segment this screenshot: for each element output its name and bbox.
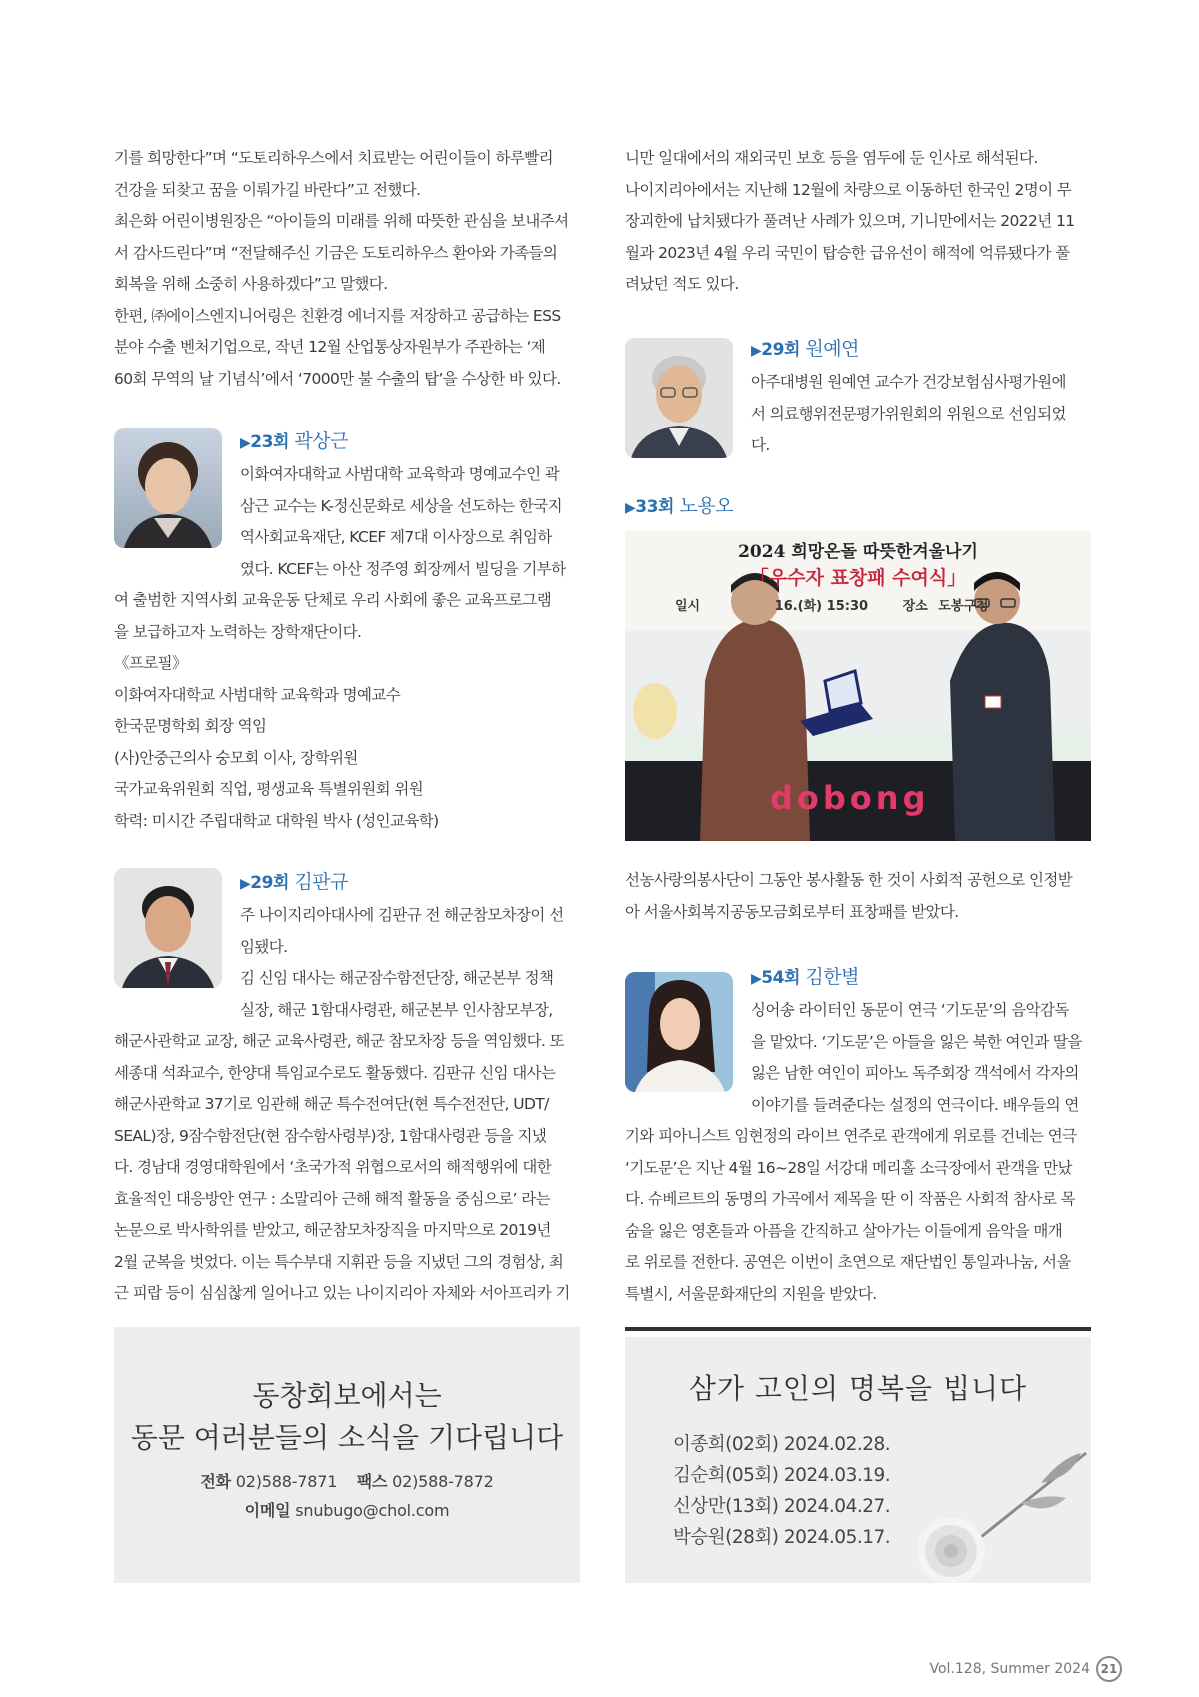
triangle-icon: ▶ [751,971,762,987]
memorial-item: 박승원(28회) 2024.05.17. [673,1527,891,1548]
text-line: ‘기도문’은 지난 4월 16~28일 서강대 메리홀 소극장에서 관객을 만났 [625,1158,1072,1177]
text-line: 서 감사드린다”며 “전달해주신 기금은 도토리하우스 환아와 가족들의 [114,243,558,262]
banner-venue: 도봉구청 [938,599,989,614]
triangle-icon: ▶ [751,343,762,359]
text-line: 이야기를 들려준다는 설정의 연극이다. 배우들의 연 [751,1095,1079,1114]
text-line: 아주대병원 원예연 교수가 건강보험심사평가원에 [751,373,1066,391]
text-line: 싱어송 라이터인 동문이 연극 ‘기도문’의 음악감독 [751,1001,1069,1019]
text-line: 아 서울사회복지공동모금회로부터 표창패를 받았다. [625,902,959,921]
email-address: snubugo@chol.com [295,1501,450,1520]
text-line: 임됐다. [240,937,288,956]
notice-box [114,1327,580,1583]
noh-section [625,865,1091,928]
text-line: 세종대 석좌교수, 한양대 특임교수로도 활동했다. 김판규 신임 대사는 [114,1063,556,1082]
text-line: 건강을 되찾고 꿈을 이뤄가길 바란다”고 전했다. [114,180,421,199]
text-line: 다. 슈베르트의 동명의 가곡에서 제목을 딴 이 작품은 사회적 참사로 목 [625,1190,1076,1208]
triangle-icon: ▶ [240,435,251,451]
banner-line3 [675,595,988,614]
text-line: 기와 피아니스트 임현정의 라이브 연주로 관객에게 위로를 건네는 연극 [625,1127,1077,1145]
text-line: 로 위로를 전한다. 공연은 이번이 초연으로 재단법인 통일과나눔, 서울 [625,1253,1071,1271]
won-section [625,333,1091,462]
notice-contact-phone-fax [114,1467,580,1496]
text-line: 분야 수출 벤처기업으로, 작년 12월 산업통상자원부가 주관하는 ‘제 [114,338,546,356]
page-number: 21 [1096,1656,1122,1682]
text-line: SEAL)장, 9잠수함전단(현 잠수함사령부)장, 1함대사령관 등을 지냈 [114,1126,547,1145]
text-line: 였다. KCEF는 아산 정주영 회장께서 빌딩을 기부하 [240,559,566,578]
issue-label: Vol.128, Summer 2024 [929,1661,1090,1677]
fax-number: 02)588-7872 [392,1472,494,1491]
kim-hanbyul-section [625,961,1091,1310]
text-line: 여 출범한 지역사회 교육운동 단체로 우리 사회에 좋은 교육프로그램 [114,591,552,609]
text-line: 60회 무역의 날 기념식’에서 ‘7000만 불 수출의 탑’을 수상한 바 있다. [114,369,561,388]
text-line: 회복을 위해 소중히 사용하겠다”고 말했다. [114,275,388,293]
text-line: 기를 희망한다”며 “도토리하우스에서 치료받는 어린이들이 하루빨리 [114,149,553,167]
notice-title-line2: 동문 여러분들의 소식을 기다립니다 [130,1421,564,1454]
text-line: 서 의료행위전문평가위원회의 위원으로 선임되었 [751,404,1066,423]
text-line: 한편, ㈜에이스엔지니어링은 친환경 에너지를 저장하고 공급하는 ESS [114,306,561,325]
triangle-icon: ▶ [240,876,251,892]
noh-heading: ▶33회 노용오 [625,495,733,517]
banner-line1: 2024 희망온돌 따뜻한겨울나기 [738,542,978,562]
text-line: 장괴한에 납치됐다가 풀려난 사례가 있으며, 기니만에서는 2022년 11 [625,212,1075,230]
text-line: 을 맡았다. ‘기도문’은 아들을 잃은 북한 여인과 딸을 [751,1032,1082,1051]
phone-label: 전화 [200,1472,231,1491]
text-line: 논문으로 박사학위를 받았고, 해군참모차장직을 마지막으로 2019년 [114,1221,551,1239]
text-line: 이화여자대학교 사범대학 교육학과 명예교수 [114,685,401,704]
text-line: 니만 일대에서의 재외국민 보호 등을 염두에 둔 인사로 해석된다. [625,149,1038,167]
email-label: 이메일 [244,1501,291,1520]
kim-hanbyul-heading: ▶54회 김한별 [751,966,859,988]
continued-text [625,143,1091,301]
text-line: 나이지리아에서는 지난해 12월에 차량으로 이동하던 한국인 2명이 무 [625,180,1072,199]
kim-pangyu-heading: ▶29회 김판규 [240,871,348,893]
banner-venue-label: 장소 [902,599,928,614]
intro-text [114,143,580,395]
text-line: 숨을 잃은 영혼들과 아픔을 간직하고 살아가는 이들에게 음악을 매개 [625,1221,1063,1240]
notice-title-line1: 동창회보에서는 [252,1379,442,1412]
right-column [625,143,1091,301]
text-line: 한국문명학회 회장 역임 [114,717,267,735]
memorial-item: 김순희(05회) 2024.03.19. [673,1465,891,1486]
left-column [114,143,580,395]
text-line: 최은화 어린이병원장은 “아이들의 미래를 위해 따뜻한 관심을 보내주셔 [114,212,569,230]
kwak-section [114,425,580,837]
text-line: 주 나이지리아대사에 김판규 전 해군참모차장이 선 [240,906,564,924]
text-line: (사)안중근의사 숭모회 이사, 장학위원 [114,748,358,767]
memorial-title: 삼가 고인의 명복을 빕니다 [688,1372,1028,1405]
text-line: 2월 군복을 벗었다. 이는 특수부대 지휘관 등을 지냈던 그의 경험상, 최 [114,1252,564,1271]
text-line: 다. 경남대 경영대학원에서 ‘초국가적 위협으로서의 해적행위에 대한 [114,1158,552,1176]
text-line: 삼근 교수는 K-정신문화로 세상을 선도하는 한국지 [240,496,563,515]
page-footer [929,1656,1122,1682]
kwak-heading: ▶23회 곽상근 [240,430,348,452]
text-line: 려났던 적도 있다. [625,275,739,293]
text-line: 김 신임 대사는 해군잠수함전단장, 해군본부 정책 [240,969,554,987]
text-line: 국가교육위원회 직업, 평생교육 특별위원회 위원 [114,780,424,798]
memorial-item: 이종희(02회) 2024.02.28. [673,1434,891,1455]
text-line: 역사회교육재단, KCEF 제7대 이사장으로 취임하 [240,528,552,546]
noh-heading-wrap [625,490,1091,524]
text-line: 실장, 해군 1함대사령관, 해군본부 인사참모부장, [240,1000,553,1019]
banner-line2: 「우수자 표창패 수여식」 [749,567,967,589]
text-line: 다. [751,436,770,454]
banner-date: 16.(화) 15:30 [774,599,869,614]
memorial-item: 신상만(13회) 2024.04.27. [673,1496,891,1517]
text-line: 해군사관학교 37기로 임관해 해군 특수전여단(현 특수전전단, UDT/ [114,1095,549,1113]
kim-pangyu-section [114,866,580,1310]
banner-date-label: 일시 [675,599,701,614]
text-line: 잃은 남한 여인이 피아노 독주회장 객석에서 각자의 [751,1064,1079,1082]
text-line: 효율적인 대응방안 연구 : 소말리아 근해 해적 활동을 중심으로’ 라는 [114,1189,550,1208]
triangle-icon: ▶ [625,500,636,516]
notice-contact-email [114,1496,580,1525]
memorial-top-rule [625,1327,1091,1331]
text-line: 특별시, 서울문화재단의 지원을 받았다. [625,1284,877,1303]
profile-label: 《프로필》 [114,654,187,672]
text-line: 근 피랍 등이 심심찮게 일어나고 있는 나이지리아 자체와 서아프리카 기 [114,1284,570,1302]
text-line: 이화여자대학교 사범대학 교육학과 명예교수인 곽 [240,465,560,483]
text-line: 해군사관학교 교장, 해군 교육사령관, 해군 참모차장 등을 역임했다. 또 [114,1032,565,1050]
won-heading: ▶29회 원예연 [751,338,859,360]
stage-logo: dobong [770,779,930,817]
phone-number: 02)588-7871 [235,1472,338,1491]
text-line: 을 보급하고자 노력하는 장학재단이다. [114,622,362,641]
memorial-box [625,1337,1091,1583]
text-line: 월과 2023년 4월 우리 국민이 탑승한 급유선이 해적에 억류됐다가 풀 [625,243,1070,262]
text-line: 학력: 미시간 주립대학교 대학원 박사 (성인교육학) [114,811,439,830]
memorial-list [673,1429,1091,1553]
text-line: 선농사랑의봉사단이 그동안 봉사활동 한 것이 사회적 공헌으로 인정받 [625,871,1073,889]
award-ceremony-photo [625,531,1091,841]
fax-label: 팩스 [356,1472,388,1491]
